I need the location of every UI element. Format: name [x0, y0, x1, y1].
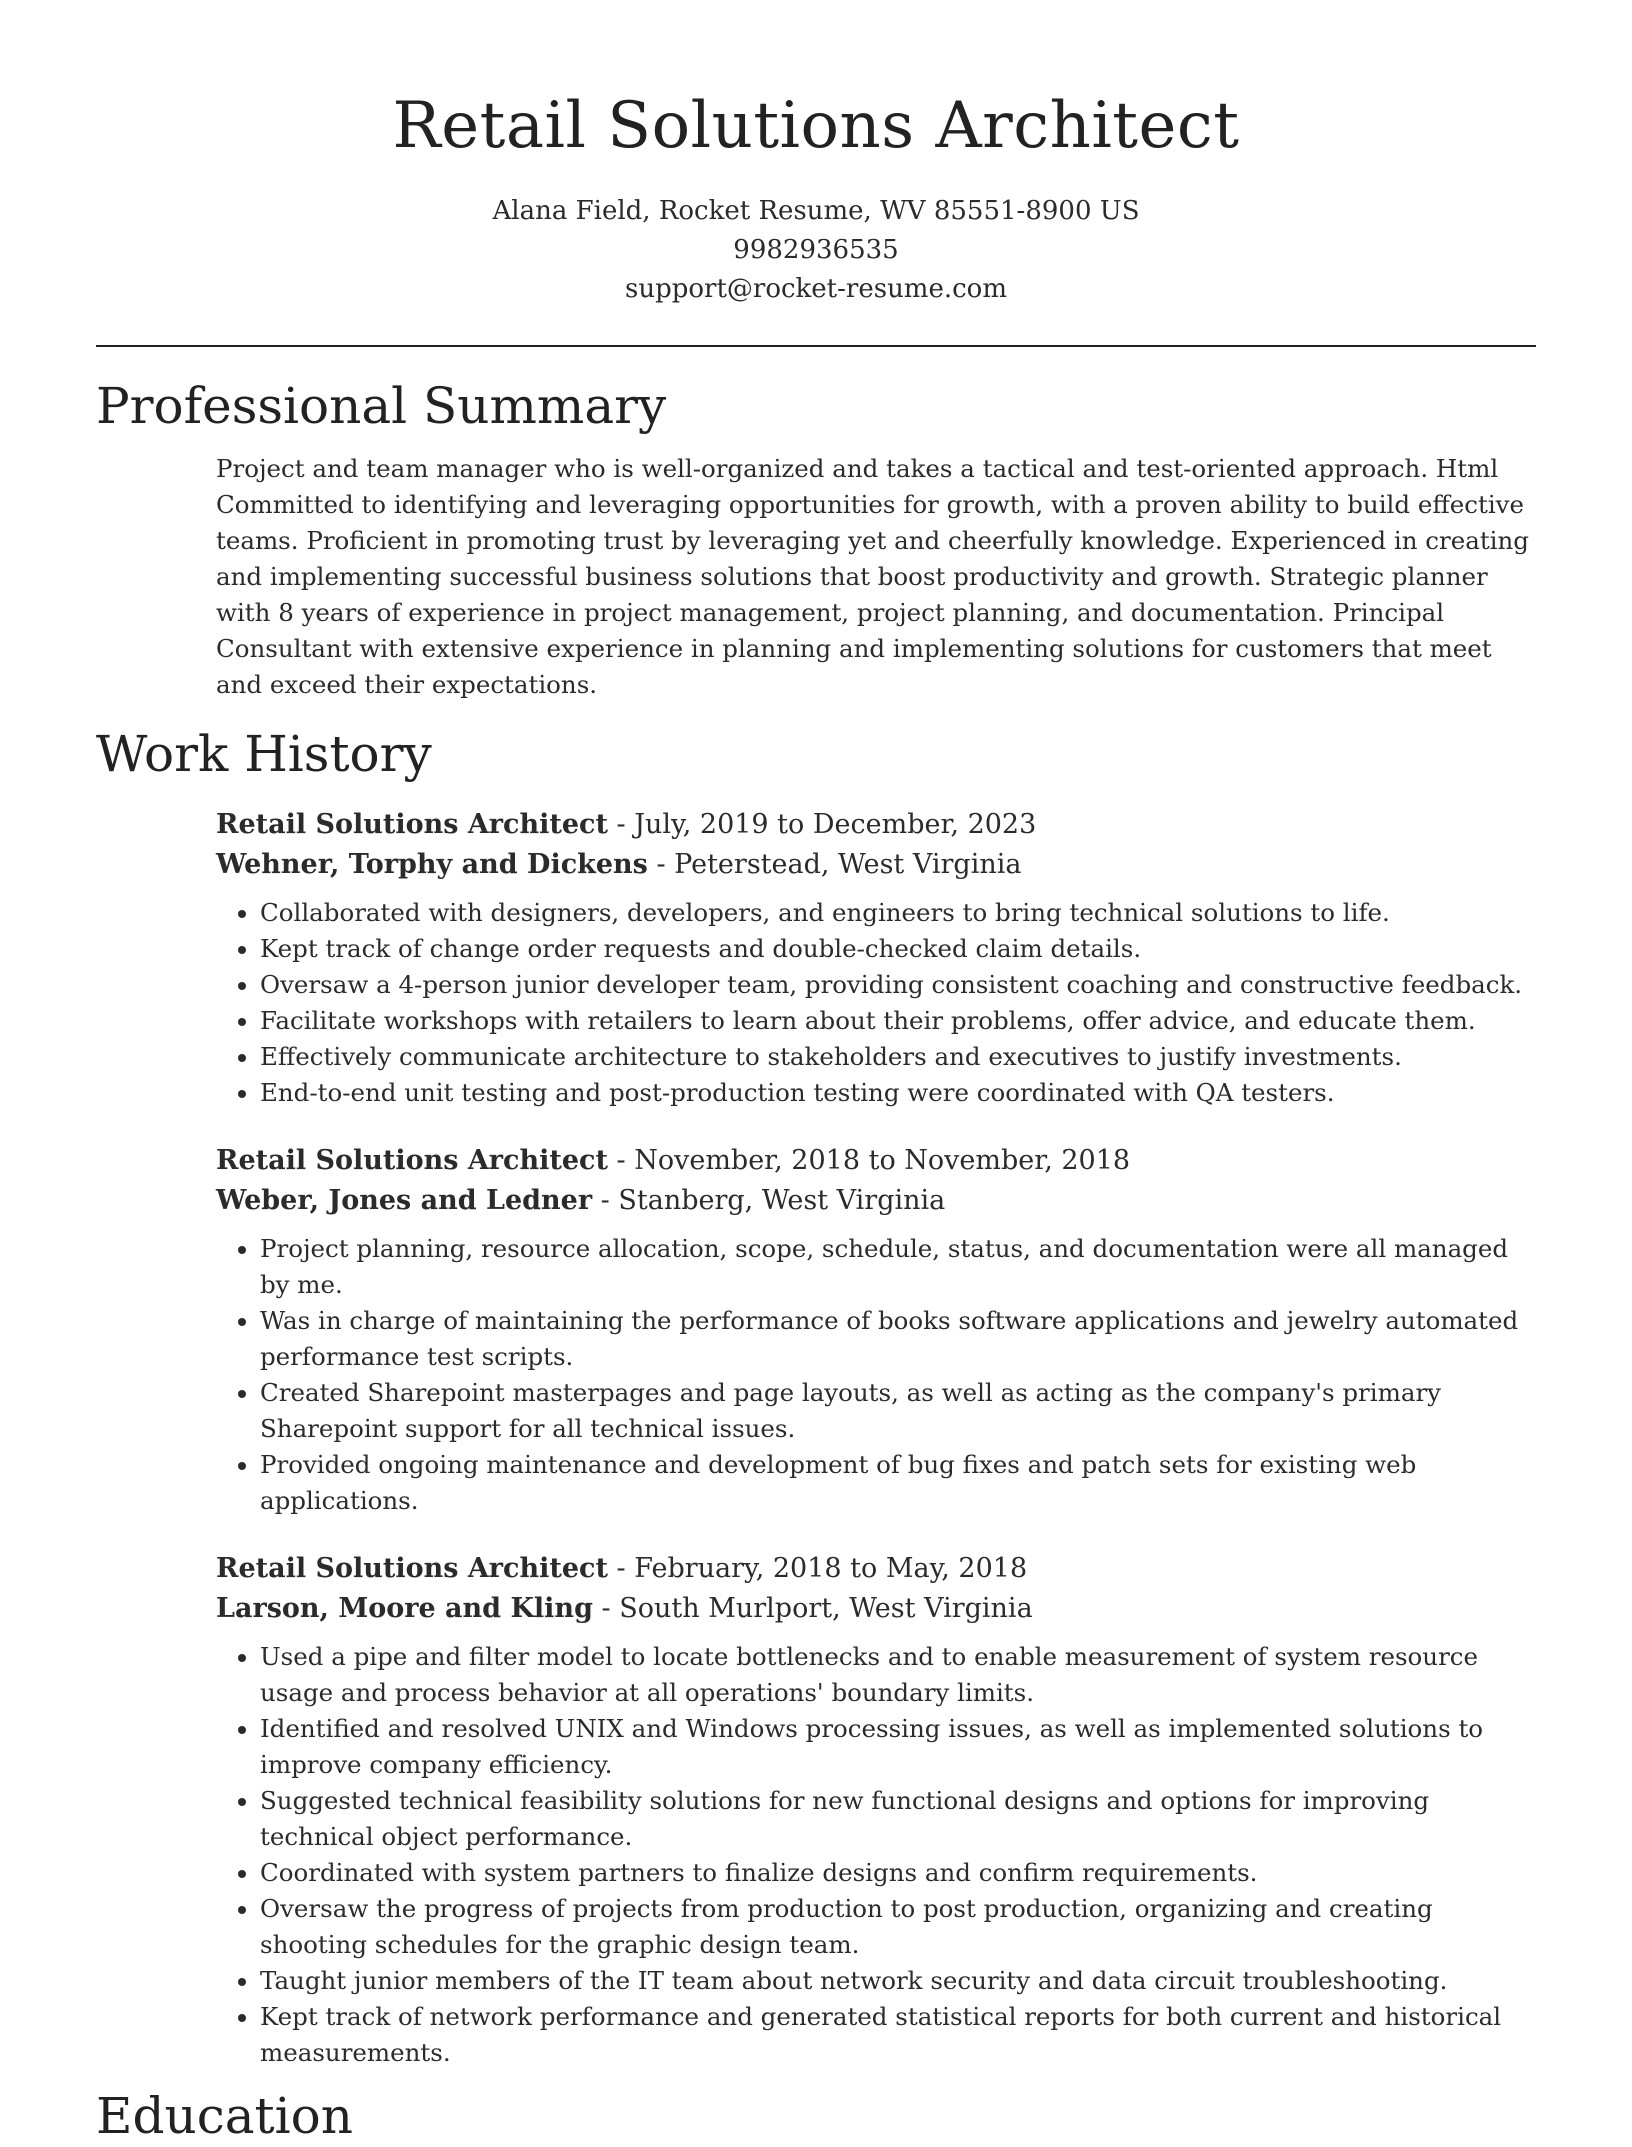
job-bullet: • Provided ongoing maintenance and development of bug fixes and patch sets for existing web applications. — [260, 1447, 1536, 1519]
work-history-section — [96, 723, 1536, 2071]
job-entry — [216, 1549, 1536, 2071]
job-title-line — [216, 1549, 1536, 1589]
job-bullet: • Was in charge of maintaining the performance of books software applications and jewelry automated performance test scripts. — [260, 1303, 1536, 1375]
summary-heading: Professional Summary — [96, 377, 667, 435]
header-divider — [96, 345, 1536, 347]
job-location: - Stanberg, West Virginia — [592, 1185, 946, 1216]
job-title: Retail Solutions Architect — [216, 1553, 608, 1584]
job-company: Wehner, Torphy and Dickens — [216, 849, 648, 880]
job-bullet: • End-to-end unit testing and post-production testing were coordinated with QA testers. — [260, 1075, 1536, 1111]
job-title-line — [216, 805, 1536, 845]
job-bullet: • Suggested technical feasibility solutions for new functional designs and options for improving technical object performance. — [260, 1783, 1536, 1855]
job-bullet: • Oversaw the progress of projects from production to post production, organizing and creating shooting schedules for the graphic design team. — [260, 1891, 1536, 1963]
job-company: Weber, Jones and Ledner — [216, 1185, 593, 1216]
summary-section — [96, 375, 1536, 703]
job-title: Retail Solutions Architect — [216, 809, 608, 840]
job-bullet: • Identified and resolved UNIX and Windows processing issues, as well as implemented solutions to improve company efficiency. — [260, 1711, 1536, 1783]
job-dates: - July, 2019 to December, 2023 — [607, 809, 1037, 840]
job-bullet: • Oversaw a 4-person junior developer team, providing consistent coaching and constructive feedback. — [260, 967, 1536, 1003]
job-company: Larson, Moore and Kling — [216, 1593, 593, 1624]
job-bullet: • Project planning, resource allocation, scope, schedule, status, and documentation were all managed by me. — [260, 1231, 1536, 1303]
contact-phone: 9982936535 — [733, 235, 899, 265]
job-bullet: • Taught junior members of the IT team about network security and data circuit troubleshooting. — [260, 1963, 1536, 1999]
contact-email: support@rocket-resume.com — [624, 274, 1007, 304]
job-dates: - November, 2018 to November, 2018 — [607, 1145, 1131, 1176]
job-bullets — [216, 895, 1536, 1111]
contact-address: Alana Field, Rocket Resume, WV 85551-8900 US — [492, 196, 1140, 226]
contact-info — [96, 192, 1536, 309]
job-company-line — [216, 1589, 1536, 1629]
resume-page — [96, 0, 1536, 2147]
job-bullet: • Kept track of change order requests and double-checked claim details. — [260, 931, 1536, 967]
resume-header — [96, 86, 1536, 309]
job-bullet: • Created Sharepoint masterpages and page layouts, as well as acting as the company's primary Sharepoint support for all technical issues. — [260, 1375, 1536, 1447]
job-bullets — [216, 1231, 1536, 1519]
summary-text: Project and team manager who is well-organized and takes a tactical and test-oriented approach. Html Committed to identifying and leveraging opportunities for growth, with a proven ability to build effective teams. Proficient in promoting trust by leveraging yet and cheerfully knowledge. Experienced in creating and implementing successful business solutions that boost productivity and growth. Strategic planner with 8 years of experience in project management, project planning, and documentation. Principal Consultant with extensive experience in planning and implementing solutions for customers that meet and exceed their expectations. — [216, 454, 1529, 699]
job-bullets — [216, 1639, 1536, 2071]
resume-title: Retail Solutions Architect — [392, 89, 1240, 163]
job-entry — [216, 805, 1536, 1111]
work-history-heading: Work History — [96, 725, 432, 783]
job-bullet: • Used a pipe and filter model to locate bottlenecks and to enable measurement of system resource usage and process behavior at all operations' boundary limits. — [260, 1639, 1536, 1711]
job-bullet: • Facilitate workshops with retailers to learn about their problems, offer advice, and educate them. — [260, 1003, 1536, 1039]
job-bullet: • Collaborated with designers, developers, and engineers to bring technical solutions to life. — [260, 895, 1536, 931]
job-bullet: • Coordinated with system partners to finalize designs and confirm requirements. — [260, 1855, 1536, 1891]
job-bullet: • Effectively communicate architecture to stakeholders and executives to justify investments. — [260, 1039, 1536, 1075]
job-dates: - February, 2018 to May, 2018 — [607, 1553, 1028, 1584]
job-entry — [216, 1141, 1536, 1519]
job-company-line — [216, 845, 1536, 885]
education-section — [96, 2085, 1536, 2147]
job-location: - South Murlport, West Virginia — [592, 1593, 1033, 1624]
education-heading: Education — [96, 2087, 353, 2145]
job-title: Retail Solutions Architect — [216, 1145, 608, 1176]
job-location: - Peterstead, West Virginia — [647, 849, 1022, 880]
job-bullet: • Kept track of network performance and generated statistical reports for both current and historical measurements. — [260, 1999, 1536, 2071]
job-company-line — [216, 1181, 1536, 1221]
job-title-line — [216, 1141, 1536, 1181]
